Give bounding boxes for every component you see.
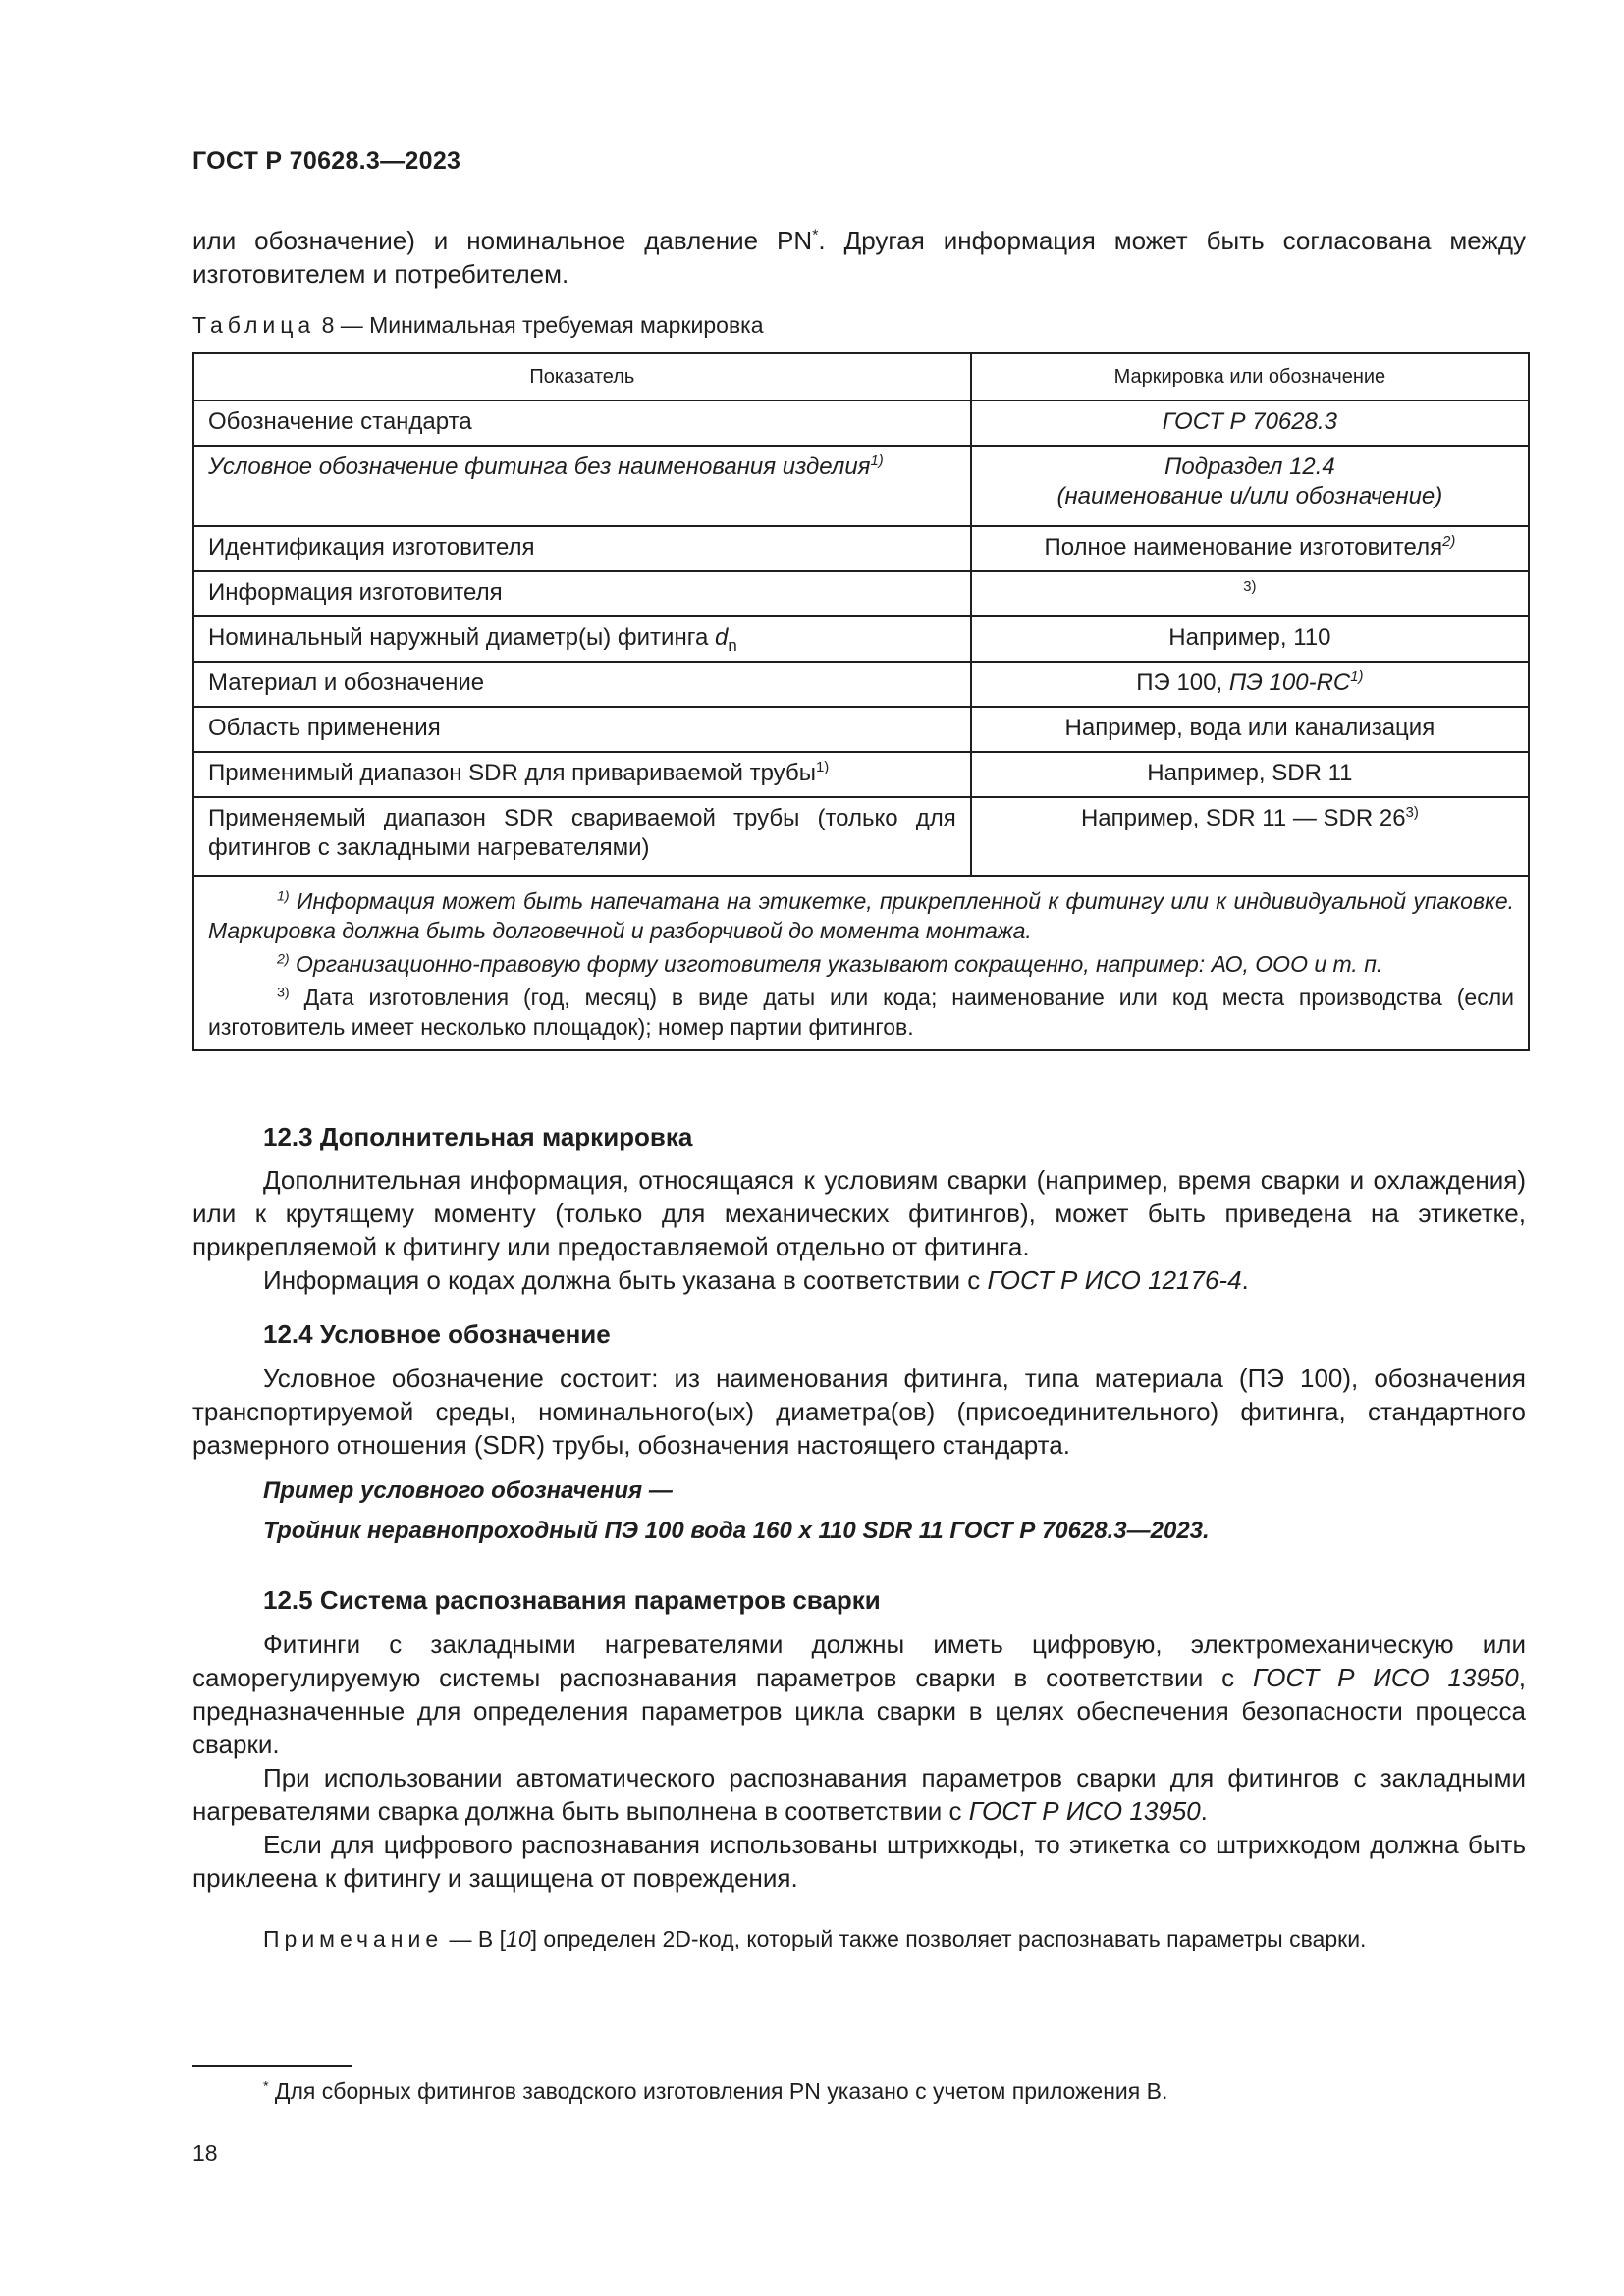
intro-paragraph: или обозначение) и номинальное давление PN*. Другая информация может быть согласована между изготовителем и потребителем. — [192, 226, 1526, 289]
table-header-row — [193, 353, 1529, 400]
page-number: 18 — [192, 2140, 218, 2165]
header-indicator: Показатель — [193, 353, 971, 400]
table-row: Идентификация изготовителя Полное наименование изготовителя$^{2)}$ — [193, 526, 1529, 571]
section-heading-12-5: 12.5 Система распознавания параметров сварки — [263, 1585, 881, 1615]
marking-table — [192, 352, 1530, 1051]
section-heading-12-3: 12.3 Дополнительная маркировка — [263, 1122, 693, 1151]
section-heading-12-4: 12.4 Условное обозначение — [263, 1319, 611, 1349]
table-row: Информация изготовителя $^{3)}$ — [193, 571, 1529, 616]
table-row: Применимый диапазон SDR для привариваемой трубы$^{1)}$ Например, SDR 11 — [193, 752, 1529, 797]
table-caption: Таблица 8 — Минимальная требуемая маркировка — [192, 312, 764, 338]
page-footnote: * Для сборных фитингов заводского изготовления PN указано с учетом приложения В. — [263, 2078, 1168, 2104]
table-row: Условное обозначение фитинга без наименования изделия$^{1)}$ Подраздел 12.4 (наименование и/или обозначение) — [193, 446, 1529, 526]
header-marking: Маркировка или обозначение — [971, 353, 1529, 400]
table-row: Область применения Например, вода или канализация — [193, 707, 1529, 752]
paragraph: Если для цифрового распознавания использованы штрихкоды, то этикетка со штрихкодом должна быть приклеена к фитингу и защищена от повреждения. — [192, 1830, 1526, 1893]
example-text: Тройник неравнопроходный ПЭ 100 вода 160 х 110 SDR 11 ГОСТ Р 70628.3—2023. — [263, 1518, 1210, 1544]
paragraph: Информация о кодах должна быть указана в соответствии с ГОСТ Р ИСО 12176-4. — [263, 1265, 1249, 1295]
table-footnotes — [193, 876, 1529, 1050]
table-footnote: $^{3)}$ Дата изготовления (год, месяц) в виде даты или кода; наименование или код места производства (если изготовитель имеет несколько площадок); номер партии фитингов. — [208, 985, 1514, 1040]
table-row: Материал и обозначение ПЭ 100, ПЭ 100-RC$^{1)}$ — [193, 662, 1529, 707]
paragraph: При использовании автоматического распознавания параметров сварки для фитингов с закладными нагревателями сварка должна быть выполнена в соответствии с ГОСТ Р ИСО 13950. — [192, 1763, 1526, 1826]
paragraph: Дополнительная информация, относящаяся к условиям сварки (например, время сварки и охлаждения) или к крутящему моменту (только для механических фитингов), может быть приведена на этикетке, прикрепляемой к фитингу или предоставляемой отдельно от фитинга. — [192, 1165, 1526, 1261]
footnote-divider — [192, 2065, 352, 2067]
table-footnote: $^{1)}$ Информация может быть напечатана на этикетке, прикрепленной к фитингу или к индивидуальной упаковке. Маркировка должна быть долговечной и разборчивой до момента монтажа. — [208, 888, 1514, 943]
standard-header: ГОСТ Р 70628.3—2023 — [192, 147, 461, 175]
paragraph: Условное обозначение состоит: из наименования фитинга, типа материала (ПЭ 100), обозначения транспортируемой среды, номинального(ых) диаметра(ов) (присоединительного) фитинга, стандартного размерного отношения (SDR) трубы, обозначения настоящего стандарта. — [192, 1363, 1526, 1460]
paragraph: Фитинги с закладными нагревателями должны иметь цифровую, электромеханическую или саморегулируемую системы распознавания параметров сварки в соответствии с ГОСТ Р ИСО 13950, предназначенные для определения параметров цикла сварки в целях обеспечения безопасности процесса сварки. — [192, 1629, 1526, 1759]
table-footnote: $^{2)}$ Организационно-правовую форму изготовителя указывают сокращенно, например: АО, ООО и т. п. — [277, 951, 1383, 977]
note: Примечание — В [10] определен 2D-код, который также позволяет распознавать параметры сварки. — [263, 1926, 1367, 1951]
table-row: Номинальный наружный диаметр(ы) фитинга $d_n$ Например, 110 — [193, 616, 1529, 662]
table-row: Применяемый диапазон SDR свариваемой трубы (только для фитингов с закладными нагревателями) Например, SDR 11 — SDR 26$^{3)}$ — [193, 797, 1529, 876]
table-row: Обозначение стандарта ГОСТ Р 70628.3 — [193, 400, 1529, 446]
example-label: Пример условного обозначения — — [263, 1477, 673, 1504]
